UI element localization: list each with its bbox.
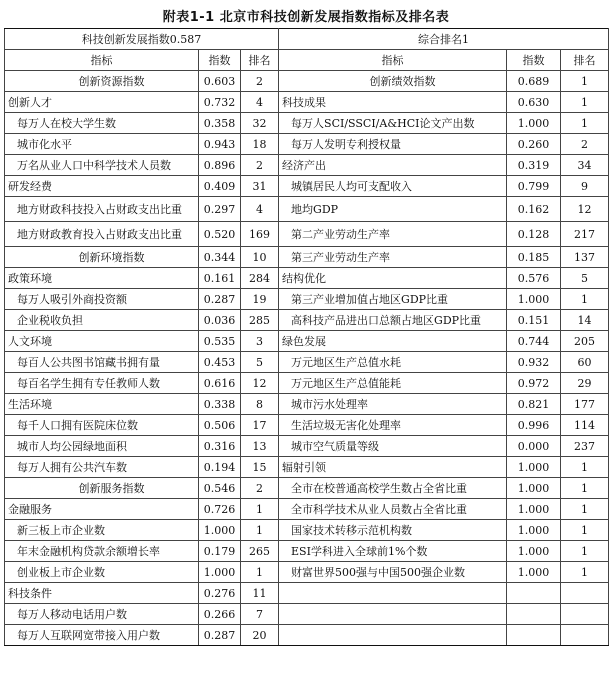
right-index-cell <box>507 604 561 625</box>
table-row <box>5 457 609 478</box>
right-indicator-cell: 万元地区生产总值水耗 <box>279 352 507 373</box>
left-index-cell: 0.535 <box>199 331 241 352</box>
right-rank-cell: 1 <box>561 562 609 583</box>
right-indicator-cell: 绿色发展 <box>279 331 507 352</box>
left-indicator-cell: 每百名学生拥有专任教师人数 <box>5 373 199 394</box>
left-index-cell: 0.194 <box>199 457 241 478</box>
table-row <box>5 562 609 583</box>
right-indicator-cell <box>279 604 507 625</box>
right-indicator-cell: 辐射引领 <box>279 457 507 478</box>
left-indicator-cell <box>5 71 199 92</box>
left-index-cell: 0.546 <box>199 478 241 499</box>
left-indicator-cell: 研发经费 <box>5 176 199 197</box>
left-rank-cell: 10 <box>241 247 279 268</box>
left-index-cell: 0.943 <box>199 134 241 155</box>
left-rank-cell: 12 <box>241 373 279 394</box>
table-row <box>5 134 609 155</box>
right-rank-cell: 2 <box>561 134 609 155</box>
right-index-cell <box>507 625 561 646</box>
left-indicator-cell: 每万人拥有公共汽车数 <box>5 457 199 478</box>
left-indicator-cell: 新三板上市企业数 <box>5 520 199 541</box>
right-col-indicator-header: 指标 <box>279 50 507 71</box>
left-indicator-cell: 人文环境 <box>5 331 199 352</box>
right-index-cell: 0.630 <box>507 92 561 113</box>
table-row <box>5 436 609 457</box>
table-row <box>5 478 609 499</box>
right-indicator-cell: 城市污水处理率 <box>279 394 507 415</box>
right-rank-cell: 12 <box>561 197 609 222</box>
column-header-row <box>5 50 609 71</box>
right-index-cell: 1.000 <box>507 520 561 541</box>
left-rank-cell: 2 <box>241 155 279 176</box>
right-group-header: 综合排名1 <box>279 29 609 50</box>
left-rank-cell: 284 <box>241 268 279 289</box>
left-indicator-cell: 每万人移动电话用户数 <box>5 604 199 625</box>
left-indicator-cell: 生活环境 <box>5 394 199 415</box>
right-rank-cell: 60 <box>561 352 609 373</box>
right-indicator-cell: 地均GDP <box>279 197 507 222</box>
right-index-cell: 0.151 <box>507 310 561 331</box>
left-col-indicator-header: 指标 <box>5 50 199 71</box>
right-index-cell: 0.996 <box>507 415 561 436</box>
right-rank-cell: 1 <box>561 92 609 113</box>
left-index-cell: 1.000 <box>199 562 241 583</box>
table-row <box>5 415 609 436</box>
table-row <box>5 394 609 415</box>
left-rank-cell: 13 <box>241 436 279 457</box>
left-indicator-cell: 创新人才 <box>5 92 199 113</box>
left-rank-cell: 8 <box>241 394 279 415</box>
left-indicator-cell: 科技条件 <box>5 583 199 604</box>
right-index-cell: 0.000 <box>507 436 561 457</box>
table-row <box>5 310 609 331</box>
right-index-cell: 0.576 <box>507 268 561 289</box>
left-indicator-cell: 地方财政教育投入占财政支出比重 <box>5 222 199 247</box>
right-indicator-cell: 全市科学技术从业人员数占全省比重 <box>279 499 507 520</box>
left-index-cell: 0.161 <box>199 268 241 289</box>
left-indicator-cell: 金融服务 <box>5 499 199 520</box>
left-indicator-cell: 每万人互联网宽带接入用户数 <box>5 625 199 646</box>
right-rank-cell: 205 <box>561 331 609 352</box>
right-rank-cell <box>561 583 609 604</box>
right-indicator-cell: 全市在校普通高校学生数占全省比重 <box>279 478 507 499</box>
right-index-cell: 0.162 <box>507 197 561 222</box>
left-indicator-cell: 每万人在校大学生数 <box>5 113 199 134</box>
left-index-cell: 0.266 <box>199 604 241 625</box>
right-index-cell: 0.821 <box>507 394 561 415</box>
left-rank-cell: 169 <box>241 222 279 247</box>
left-index-cell: 0.338 <box>199 394 241 415</box>
table-row <box>5 197 609 222</box>
group-header-row <box>5 29 609 50</box>
table-row <box>5 71 609 92</box>
left-index-cell: 0.287 <box>199 625 241 646</box>
left-index-cell: 0.603 <box>199 71 241 92</box>
table-row <box>5 92 609 113</box>
left-index-cell: 0.732 <box>199 92 241 113</box>
right-rank-cell: 1 <box>561 457 609 478</box>
right-col-index-header: 指数 <box>507 50 561 71</box>
right-rank-cell: 1 <box>561 499 609 520</box>
right-index-cell: 1.000 <box>507 499 561 520</box>
right-index-cell: 0.932 <box>507 352 561 373</box>
right-indicator-cell: 结构优化 <box>279 268 507 289</box>
left-index-cell: 0.276 <box>199 583 241 604</box>
left-index-cell: 0.036 <box>199 310 241 331</box>
table-row <box>5 352 609 373</box>
left-index-cell: 0.409 <box>199 176 241 197</box>
left-rank-cell: 11 <box>241 583 279 604</box>
table-row <box>5 625 609 646</box>
right-index-cell <box>507 583 561 604</box>
left-indicator-cell: 年末金融机构贷款余额增长率 <box>5 541 199 562</box>
right-rank-cell: 1 <box>561 289 609 310</box>
left-rank-cell: 7 <box>241 604 279 625</box>
left-index-cell: 0.297 <box>199 197 241 222</box>
right-indicator-cell: 高科技产品进出口总额占地区GDP比重 <box>279 310 507 331</box>
left-index-cell: 0.344 <box>199 247 241 268</box>
table-row <box>5 247 609 268</box>
right-index-cell: 1.000 <box>507 457 561 478</box>
left-col-rank-header: 排名 <box>241 50 279 71</box>
left-index-cell: 1.000 <box>199 520 241 541</box>
right-rank-cell: 1 <box>561 113 609 134</box>
right-indicator-cell: 第二产业劳动生产率 <box>279 222 507 247</box>
left-index-cell: 0.179 <box>199 541 241 562</box>
left-indicator-cell <box>5 478 199 499</box>
left-rank-cell: 5 <box>241 352 279 373</box>
table-title: 附表1-1 北京市科技创新发展指数指标及排名表 <box>162 10 450 25</box>
left-rank-cell: 2 <box>241 71 279 92</box>
left-indicator-cell: 城市人均公园绿地面积 <box>5 436 199 457</box>
left-rank-cell: 18 <box>241 134 279 155</box>
right-rank-cell: 1 <box>561 71 609 92</box>
right-indicator-cell <box>279 71 507 92</box>
left-rank-cell: 17 <box>241 415 279 436</box>
table-row <box>5 289 609 310</box>
table-row <box>5 176 609 197</box>
right-rank-cell: 9 <box>561 176 609 197</box>
left-rank-cell: 4 <box>241 92 279 113</box>
left-indicator-cell: 企业税收负担 <box>5 310 199 331</box>
left-indicator-cell: 万名从业人口中科学技术人员数 <box>5 155 199 176</box>
right-indicator-cell: 每万人SCI/SSCI/A&HCI论文产出数 <box>279 113 507 134</box>
left-rank-cell: 19 <box>241 289 279 310</box>
left-indicator-cell <box>5 247 199 268</box>
right-index-cell: 0.799 <box>507 176 561 197</box>
right-indicator-cell: 财富世界500强与中国500强企业数 <box>279 562 507 583</box>
right-indicator-cell: 经济产出 <box>279 155 507 176</box>
table-row <box>5 499 609 520</box>
table-row <box>5 268 609 289</box>
left-rank-cell: 1 <box>241 520 279 541</box>
left-index-cell: 0.616 <box>199 373 241 394</box>
right-rank-cell: 34 <box>561 155 609 176</box>
right-section-label: 创新绩效指数 <box>369 75 436 88</box>
right-indicator-cell: 万元地区生产总值能耗 <box>279 373 507 394</box>
table-row <box>5 541 609 562</box>
left-indicator-cell: 城市化水平 <box>5 134 199 155</box>
left-indicator-cell: 创业板上市企业数 <box>5 562 199 583</box>
left-indicator-cell: 每千人口拥有医院床位数 <box>5 415 199 436</box>
left-section-label: 创新服务指数 <box>78 482 145 495</box>
left-index-cell: 0.896 <box>199 155 241 176</box>
left-index-cell: 0.316 <box>199 436 241 457</box>
table-row <box>5 373 609 394</box>
right-index-cell: 1.000 <box>507 478 561 499</box>
left-index-cell: 0.506 <box>199 415 241 436</box>
table-row <box>5 583 609 604</box>
right-index-cell: 0.260 <box>507 134 561 155</box>
left-rank-cell: 15 <box>241 457 279 478</box>
left-rank-cell: 31 <box>241 176 279 197</box>
right-rank-cell: 137 <box>561 247 609 268</box>
left-section-label: 创新环境指数 <box>78 251 145 264</box>
right-rank-cell: 217 <box>561 222 609 247</box>
left-index-cell: 0.453 <box>199 352 241 373</box>
right-rank-cell: 1 <box>561 541 609 562</box>
right-index-cell: 0.319 <box>507 155 561 176</box>
right-indicator-cell: 城市空气质量等级 <box>279 436 507 457</box>
left-section-label: 创新资源指数 <box>78 75 145 88</box>
right-indicator-cell: 科技成果 <box>279 92 507 113</box>
right-index-cell: 0.972 <box>507 373 561 394</box>
left-indicator-cell: 每百人公共图书馆藏书拥有量 <box>5 352 199 373</box>
table-row <box>5 155 609 176</box>
right-indicator-cell: 国家技术转移示范机构数 <box>279 520 507 541</box>
right-index-cell: 0.744 <box>507 331 561 352</box>
left-group-header: 科技创新发展指数0.587 <box>5 29 279 50</box>
left-rank-cell: 1 <box>241 499 279 520</box>
right-rank-cell: 29 <box>561 373 609 394</box>
right-indicator-cell: 城镇居民人均可支配收入 <box>279 176 507 197</box>
right-indicator-cell: 第三产业增加值占地区GDP比重 <box>279 289 507 310</box>
right-rank-cell: 237 <box>561 436 609 457</box>
right-indicator-cell: ESI学科进入全球前1%个数 <box>279 541 507 562</box>
left-rank-cell: 32 <box>241 113 279 134</box>
table-row <box>5 113 609 134</box>
right-rank-cell <box>561 625 609 646</box>
right-indicator-cell <box>279 583 507 604</box>
left-rank-cell: 4 <box>241 197 279 222</box>
right-rank-cell: 177 <box>561 394 609 415</box>
left-rank-cell: 3 <box>241 331 279 352</box>
left-indicator-cell: 每万人吸引外商投资额 <box>5 289 199 310</box>
right-rank-cell: 114 <box>561 415 609 436</box>
right-rank-cell: 14 <box>561 310 609 331</box>
left-indicator-cell: 政策环境 <box>5 268 199 289</box>
left-rank-cell: 20 <box>241 625 279 646</box>
left-rank-cell: 2 <box>241 478 279 499</box>
left-rank-cell: 285 <box>241 310 279 331</box>
left-col-index-header: 指数 <box>199 50 241 71</box>
left-rank-cell: 265 <box>241 541 279 562</box>
table-row <box>5 604 609 625</box>
right-index-cell: 0.128 <box>507 222 561 247</box>
table-row <box>5 520 609 541</box>
right-index-cell: 0.689 <box>507 71 561 92</box>
right-indicator-cell: 第三产业劳动生产率 <box>279 247 507 268</box>
indicator-table <box>4 28 609 646</box>
table-row <box>5 331 609 352</box>
left-index-cell: 0.726 <box>199 499 241 520</box>
left-indicator-cell: 地方财政科技投入占财政支出比重 <box>5 197 199 222</box>
left-index-cell: 0.358 <box>199 113 241 134</box>
right-index-cell: 1.000 <box>507 289 561 310</box>
right-index-cell: 0.185 <box>507 247 561 268</box>
right-indicator-cell <box>279 625 507 646</box>
right-rank-cell: 5 <box>561 268 609 289</box>
right-rank-cell: 1 <box>561 520 609 541</box>
table-row <box>5 222 609 247</box>
right-col-rank-header: 排名 <box>561 50 609 71</box>
left-index-cell: 0.287 <box>199 289 241 310</box>
right-indicator-cell: 生活垃圾无害化处理率 <box>279 415 507 436</box>
right-index-cell: 1.000 <box>507 562 561 583</box>
right-rank-cell: 1 <box>561 478 609 499</box>
right-index-cell: 1.000 <box>507 541 561 562</box>
left-rank-cell: 1 <box>241 562 279 583</box>
right-indicator-cell: 每万人发明专利授权量 <box>279 134 507 155</box>
right-index-cell: 1.000 <box>507 113 561 134</box>
left-index-cell: 0.520 <box>199 222 241 247</box>
right-rank-cell <box>561 604 609 625</box>
